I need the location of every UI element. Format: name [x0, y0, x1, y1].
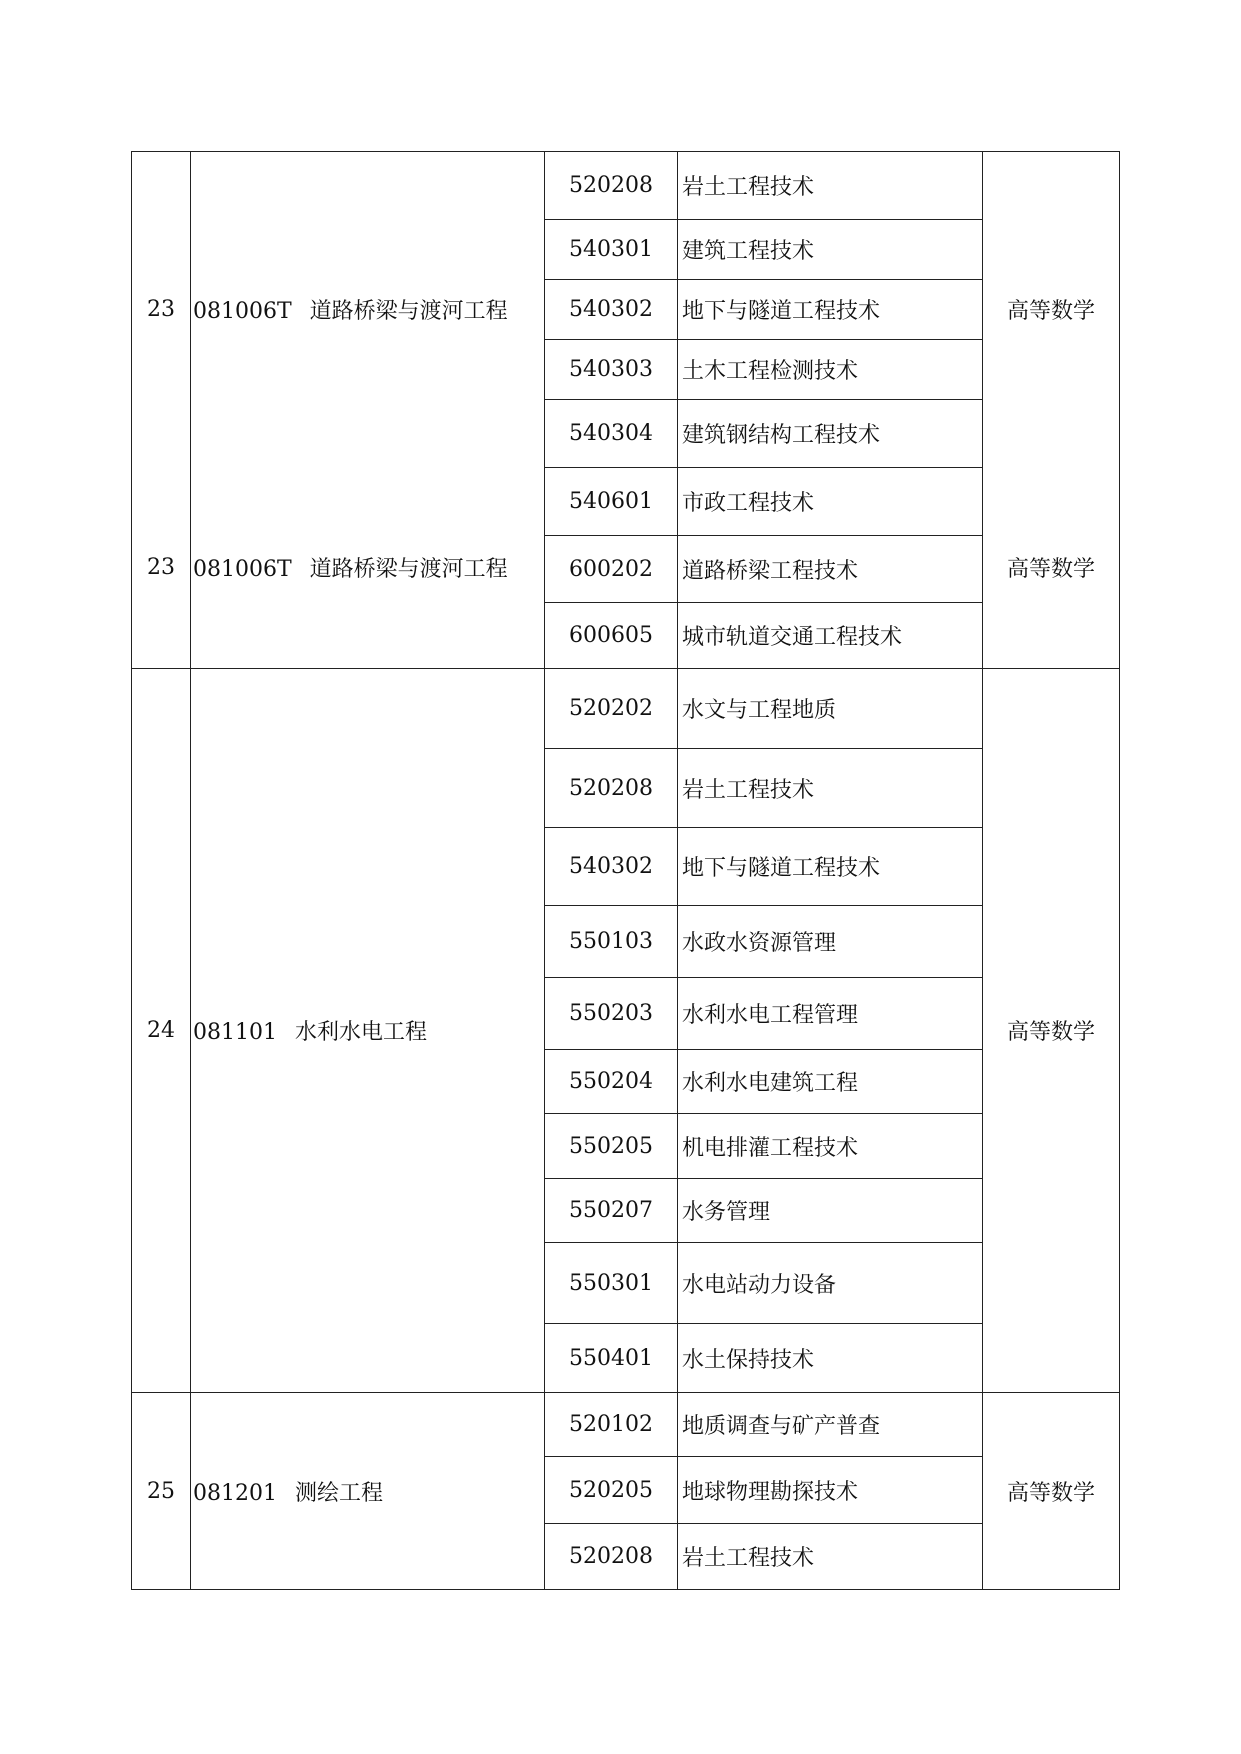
- vocational-name: 道路桥梁工程技术: [678, 536, 983, 603]
- vocational-code: 540302: [545, 280, 678, 340]
- table-row: [132, 1393, 1120, 1457]
- table-body: [132, 152, 1120, 1590]
- vocational-name: 地下与隧道工程技术: [678, 828, 983, 906]
- exam-subject: 高等数学: [983, 468, 1120, 669]
- vocational-code: 540303: [545, 340, 678, 400]
- vocational-name: 地球物理勘探技术: [678, 1457, 983, 1524]
- vocational-name: 水利水电建筑工程: [678, 1050, 983, 1114]
- vocational-code: 600202: [545, 536, 678, 603]
- vocational-name: 建筑工程技术: [678, 220, 983, 280]
- vocational-code: 550203: [545, 978, 678, 1050]
- table-row: [132, 468, 1120, 536]
- major-cell: [191, 468, 545, 669]
- major-cell: [191, 1393, 545, 1590]
- vocational-code: 520208: [545, 749, 678, 828]
- major-code: 081201: [193, 1480, 277, 1506]
- major-name: 测绘工程: [294, 1480, 383, 1506]
- major-code: 081006T: [193, 557, 292, 583]
- exam-subject: 高等数学: [983, 669, 1120, 1393]
- row-number: 23: [132, 152, 191, 468]
- vocational-name: 水文与工程地质: [678, 669, 983, 749]
- vocational-name: 水利水电工程管理: [678, 978, 983, 1050]
- vocational-name: 水政水资源管理: [678, 906, 983, 978]
- major-code: 081006T: [193, 299, 292, 325]
- vocational-code: 520208: [545, 152, 678, 220]
- vocational-name: 市政工程技术: [678, 468, 983, 536]
- vocational-name: 水土保持技术: [678, 1324, 983, 1393]
- vocational-code: 520202: [545, 669, 678, 749]
- vocational-name: 地下与隧道工程技术: [678, 280, 983, 340]
- major-name: 水利水电工程: [294, 1020, 427, 1045]
- vocational-code: 550103: [545, 906, 678, 978]
- vocational-code: 540302: [545, 828, 678, 906]
- row-number: 24: [132, 669, 191, 1393]
- vocational-code: 520208: [545, 1524, 678, 1590]
- vocational-code: 550205: [545, 1114, 678, 1179]
- vocational-code: 520102: [545, 1393, 678, 1457]
- vocational-name: 城市轨道交通工程技术: [678, 603, 983, 669]
- vocational-code: 550301: [545, 1243, 678, 1324]
- vocational-name: 机电排灌工程技术: [678, 1114, 983, 1179]
- vocational-name: 岩土工程技术: [678, 152, 983, 220]
- vocational-code: 550207: [545, 1179, 678, 1243]
- vocational-name: 土木工程检测技术: [678, 340, 983, 400]
- vocational-name: 岩土工程技术: [678, 749, 983, 828]
- table-row: [132, 152, 1120, 220]
- major-cell: [191, 152, 545, 468]
- vocational-code: 520205: [545, 1457, 678, 1524]
- major-cell: [191, 669, 545, 1393]
- vocational-code: 540301: [545, 220, 678, 280]
- vocational-code: 540304: [545, 400, 678, 468]
- vocational-code: 550204: [545, 1050, 678, 1114]
- exam-subject: 高等数学: [983, 152, 1120, 468]
- major-mapping-table: [131, 151, 1120, 1590]
- vocational-code: 540601: [545, 468, 678, 536]
- vocational-name: 水电站动力设备: [678, 1243, 983, 1324]
- major-code: 081101: [193, 1020, 277, 1045]
- major-name: 道路桥梁与渡河工程: [309, 299, 508, 325]
- row-number: 23: [132, 468, 191, 669]
- vocational-name: 建筑钢结构工程技术: [678, 400, 983, 468]
- vocational-code: 600605: [545, 603, 678, 669]
- exam-subject: 高等数学: [983, 1393, 1120, 1590]
- vocational-name: 水务管理: [678, 1179, 983, 1243]
- vocational-name: 岩土工程技术: [678, 1524, 983, 1590]
- vocational-code: 550401: [545, 1324, 678, 1393]
- row-number: 25: [132, 1393, 191, 1590]
- major-name: 道路桥梁与渡河工程: [309, 557, 508, 583]
- vocational-name: 地质调查与矿产普查: [678, 1393, 983, 1457]
- table-row: [132, 669, 1120, 749]
